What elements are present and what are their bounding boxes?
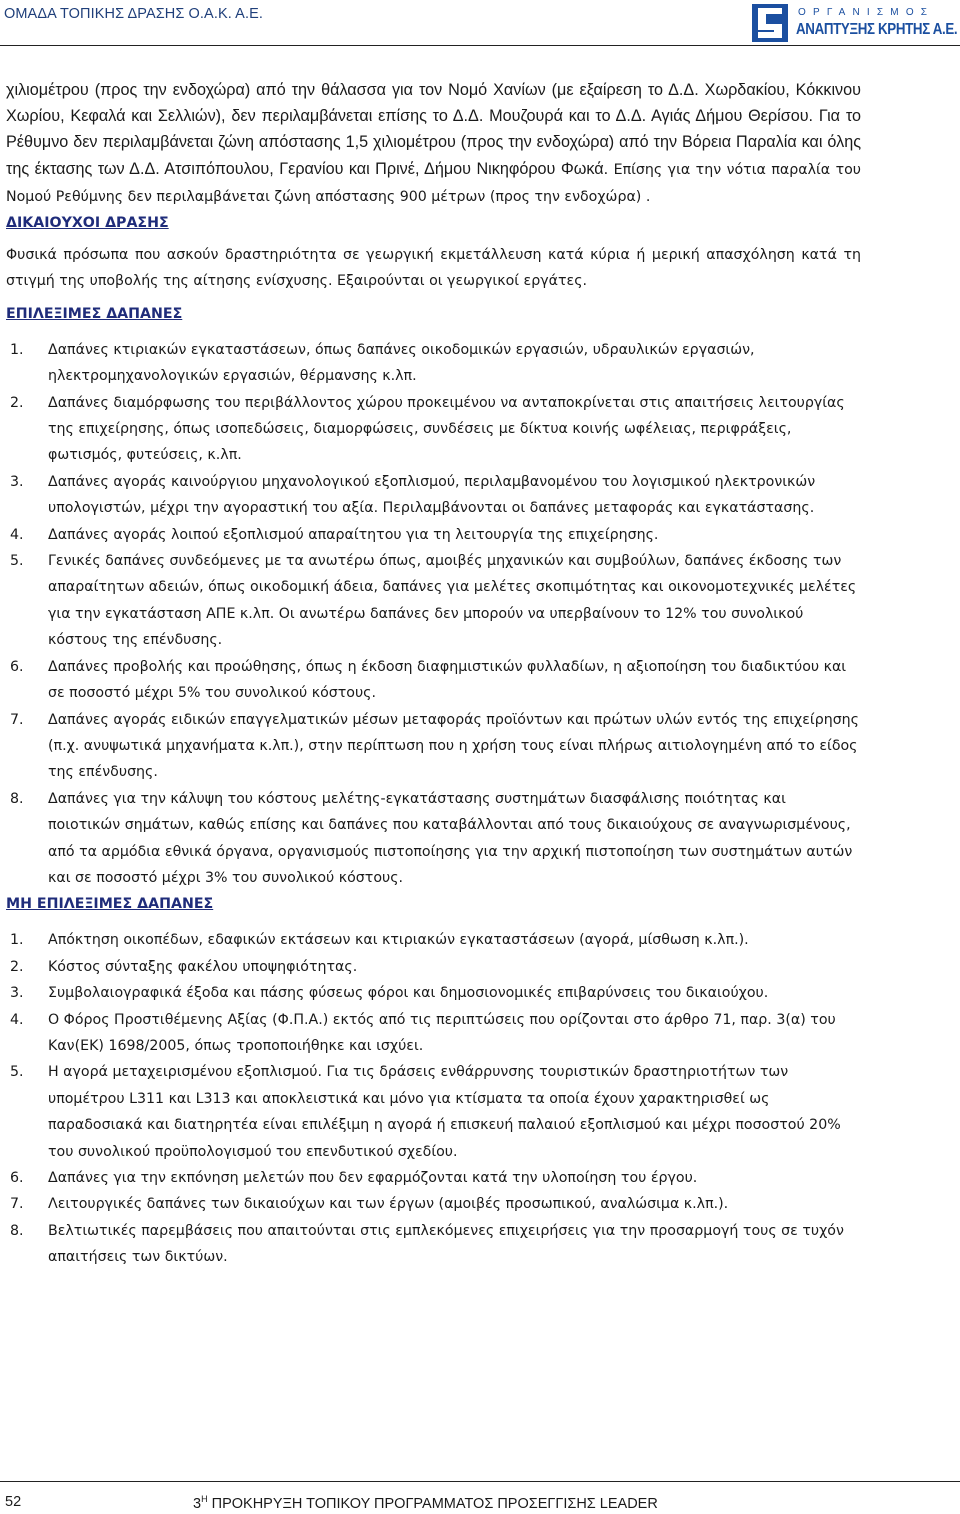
logo-text-name: ΑΝΑΠΤΥΞΗΣ ΚΡΗΤΗΣ Α.Ε. [796,21,958,38]
list-item: 4. Ο Φόρος Προστιθέμενης Αξίας (Φ.Π.Α.) εκτός από τις περιπτώσεις που ορίζονται στο άρθρο 71, παρ. 3(α) του Καν(ΕΚ) 1698/2005, όπως τροποποιήθηκε και ισχύει. [10,1011,836,1054]
logo-text-organization: ΟΡΓΑΝΙΣΜΟΣ [798,7,935,18]
footer-title: $3^H$ ΠΡΟΚΗΡΥΞΗ ΤΟΠΙΚΟΥ ΠΡΟΓΡΑΜΜΑΤΟΣ ΠΡΟΣΕΓΓΙΣΗΣ LEADER [193,1494,658,1512]
list-item: 1. Δαπάνες κτιριακών εγκαταστάσεων, όπως δαπάνες οικοδομικών εργασιών, υδραυλικών εργασιών, ηλεκτρομηχανολογικών εργασιών, θέρμανσης κ.λπ. [10,341,755,385]
list-item: 2. Κόστος σύνταξης φακέλου υποψηφιότητας. [10,958,358,975]
list-item: 5. Γενικές δαπάνες συνδεόμενες με τα ανωτέρω όπως, αμοιβές μηχανικών και συμβούλων, δαπάνες έκδοσης των απαραίτητων αδειών, όπως οικοδομική άδεια, δαπάνες για μελέτες σκοπιμότητας και οικονομοτεχνικές μελέτες για την εγκατάσταση ΑΠΕ κ.λπ. Οι ανωτέρω δαπάνες δεν μπορούν να υπερβαίνουν το 12% του συνολικού κόστους της επένδυσης. [10,553,857,649]
list-item: 3. Συμβολαιογραφικά έξοδα και πάσης φύσεως φόροι και δημοσιονομικές επιβαρύνσεις του δικαιούχου. [10,985,769,1002]
eligible-expenses-list [6,337,861,892]
list-item: 2. Δαπάνες διαμόρφωσης του περιβάλλοντος χώρου προκειμένου να ανταποκρίνεται στις απαιτήσεις λειτουργίας της επιχείρησης, όπως ισοπεδώσεις, διαμορφώσεις, συνδέσεις με δίκτυα κοινής ωφέλειας, περιφράξεις, φωτισμός, φυτεύσεις, κ.λπ. [10,394,845,464]
intro-paragraph-text: χιλιομέτρου (προς την ενδοχώρα) από την θάλασσα για τον Νομό Χανίων (με εξαίρεση το Δ.Δ. Χωρδακίου, Κόκκινου Χωρίου, Κεφαλά και Σελλιών), δεν περιλαμβάνεται επίσης το Δ.Δ. Μουζουρά και το Δ.Δ. Αγιάς Δήμου Θερίσου. Για το Ρέθυμνο δεν περιλαμβάνεται ζώνη απόστασης 1,5 χιλιομέτρου (προς την ενδοχώρα) από την Βόρεια Παραλία και όλης της έκτασης των Δ.Δ. Ατσιπόπουλου, Γερανίου και Πρινέ, Δήμου Νικηφόρου Φωκά. [6,81,861,178]
list-item: 3. Δαπάνες αγοράς καινούργιου μηχανολογικού εξοπλισμού, περιλαμβανομένου του λογισμικού ηλεκτρονικών υπολογιστών, μέχρι την αγοραστική του αξία. Περιλαμβάνονται οι δαπάνες μεταφοράς και εγκατάστασης. [10,473,816,517]
main-content [6,77,861,1271]
eligible-expenses-heading: ΕΠΙΛΕΞΙΜΕΣ ΔΑΠΑΝΕΣ [6,305,183,322]
list-item: 1. Απόκτηση οικοπέδων, εδαφικών εκτάσεων και κτιριακών εγκαταστάσεων (αγορά, μίσθωση κ.λπ.). [10,932,749,949]
organization-logo [752,4,957,44]
list-item: 6. Δαπάνες προβολής και προώθησης, όπως η έκδοση διαφημιστικών φυλλαδίων, η αξιοποίηση του διαδικτύου και σε ποσοστό μέχρι 5% του συνολικού κόστους. [10,658,847,702]
list-item: 5. Η αγορά μεταχειρισμένου εξοπλισμού. Για τις δράσεις ενθάρρυνσης τουριστικών δραστηριοτήτων των υπομέτρου L311 και L313 και αποκλειστικά και μόνο για κτίσματα τα οποία έχουν χαρακτηρισθεί ως παραδοσιακά και διατηρητέα είναι επιλέξιμη η αγορά ή επισκευή παλαιού εξοπλισμού και μέχρι ποσοστού 20% του συνολικού προϋπολογισμού του επενδυτικού σχεδίου. [10,1064,841,1160]
list-item: 7. Δαπάνες αγοράς ειδικών επαγγελματικών μέσων μεταφοράς προϊόντων και πρώτων υλών εντός της επιχείρησης (π.χ. ανυψωτικά μηχανήματα κ.λπ.), στην περίπτωση που η χρήση τους είναι πλήρως αιτιολογημένη από το είδος της επένδυσης. [10,711,860,781]
intro-paragraph [6,77,861,210]
logo-mark-icon [752,4,788,42]
page-number: 52 [5,1494,22,1510]
beneficiaries-heading: ΔΙΚΑΙΟΥΧΟΙ ΔΡΑΣΗΣ [6,215,169,232]
footer-divider [0,1481,960,1482]
list-item: 7. Λειτουργικές δαπάνες των δικαιούχων και των έργων (αμοιβές προσωπικού, αναλώσιμα κ.λπ.). [10,1196,729,1213]
list-item: 6. Δαπάνες για την εκπόνηση μελετών που δεν εφαρμόζονται κατά την υλοποίηση του έργου. [10,1170,698,1187]
list-item: 8. Βελτιωτικές παρεμβάσεις που απαιτούνται στις εμπλεκόμενες επιχειρήσεις για την προσαρμογή τους σε τυχόν απαιτήσεις των δικτύων. [10,1222,844,1266]
header-divider [0,45,960,46]
ineligible-expenses-list [6,927,861,1270]
beneficiaries-text: Φυσικά πρόσωπα που ασκούν δραστηριότητα σε γεωργική εκμετάλλευση κατά κύρια ή μερική απασχόληση κατά τη στιγμή της υποβολής της αίτησης ενίσχυσης. Εξαιρούνται οι γεωργικοί εργάτες. [6,247,861,290]
intro-paragraph-tail: Επίσης για την νότια παραλία του Νομού Ρεθύμνης δεν περιλαμβάνεται ζώνη απόστασης 900 μέτρων (προς την ενδοχώρα) . [6,161,861,205]
list-item: 4. Δαπάνες αγοράς λοιπού εξοπλισμού απαραίτητου για τη λειτουργία της επιχείρησης. [10,526,659,543]
ineligible-expenses-heading: ΜΗ ΕΠΙΛΕΞΙΜΕΣ ΔΑΠΑΝΕΣ [6,896,214,913]
header-organization-title: ΟΜΑΔΑ ΤΟΠΙΚΗΣ ΔΡΑΣΗΣ Ο.Α.Κ. Α.Ε. [4,6,263,22]
list-item: 8. Δαπάνες για την κάλυψη του κόστους μελέτης-εγκατάστασης συστημάτων διασφάλισης ποιότητας και ποιοτικών σημάτων, καθώς επίσης και δαπάνες που καταβάλλονται από τους δικαιούχους σε αναγνωρισμένους, από τα αρμόδια εθνικά όργανα, οργανισμούς πιστοποίησης για την αρχική πιστοποίηση των συστημάτων αυτών και σε ποσοστό μέχρι 3% του συνολικού κόστους. [10,790,853,886]
